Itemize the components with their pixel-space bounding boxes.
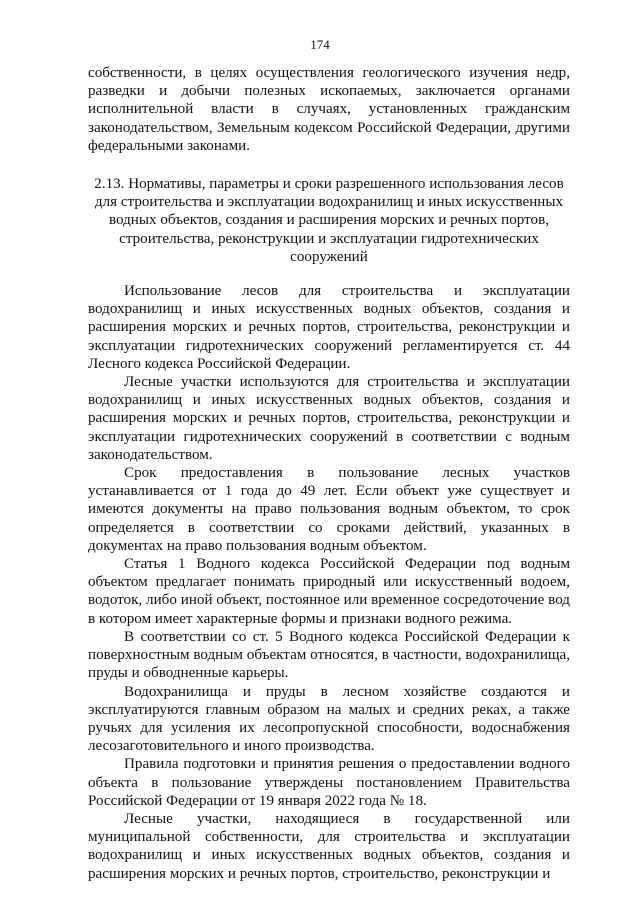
paragraph: Использование лесов для строительства и эксплуатации водохранилищ и иных искусственных водных объектов, создания и расширения морских и речных портов, строительства, реконструкции и эксплуатации гидротехнических сооружений регламентируется ст. 44 Лесного кодекса Российской Федерации.	[88, 283, 570, 372]
spacer	[88, 266, 570, 282]
paragraph: Лесные участки используются для строительства и эксплуатации водохранилищ и иных искусственных водных объектов, создания и расширения морских и речных портов, строительства, реконструкции и эксплуатации гидротехнических сооружений в соответствии с водным законодательством.	[88, 374, 570, 463]
paragraph: Правила подготовки и принятия решения о предоставлении водного объекта в пользование утверждены постановлением Правительства Российской Федерации от 19 января 2022 года № 18.	[88, 756, 570, 809]
paragraph: Срок предоставления в пользование лесных участков устанавливается от 1 года до 49 лет. Если объект уже существует и имеются документы на право пользования водным объектом, то срок определяется в соответствии со сроками действий, указанных в документах на право пользования водным объектом.	[88, 465, 570, 554]
paragraph: Лесные участки, находящиеся в государственной или муниципальной собственности, для строительства и эксплуатации водохранилищ и иных искусственных водных объектов, создания и расширения морских и речных портов, строительство, реконструкции и	[88, 810, 570, 882]
paragraph-continued: собственности, в целях осуществления геологического изучения недр, разведки и добычи полезных ископаемых, заключается органами исполнительной власти в случаях, установленных гражданским законодательством, Земельным кодексом Российской Федерации, другими федеральными законами.	[88, 65, 570, 154]
page-number: 174	[310, 37, 330, 52]
document-body	[88, 64, 570, 883]
paragraph: Водохранилища и пруды в лесном хозяйстве создаются и эксплуатируются главным образом на малых и средних реках, а также ручьях для усиления их лесопропускной способности, водоснабжения лесозаготовительного и иного производства.	[88, 683, 570, 755]
paragraph: Статья 1 Водного кодекса Российской Федерации под водным объектом предлагает понимать природный или искусственный водоем, водоток, либо иной объект, постоянное или временное сосредоточение вод в котором имеет характерные формы и признаки водного режима.	[88, 556, 570, 627]
paragraph: В соответствии со ст. 5 Водного кодекса Российской Федерации к поверхностным водным объектам относятся, в частности, водохранилища, пруды и обводненные карьеры.	[88, 628, 570, 682]
spacer	[88, 155, 570, 175]
section-heading: 2.13. Нормативы, параметры и сроки разрешенного использования лесов для строительства и эксплуатации водохранилищ и иных искусственных водных объектов, создания и расширения морских и речных портов, строительства, реконструкции и эксплуатации гидротехнических сооружений	[94, 176, 564, 265]
